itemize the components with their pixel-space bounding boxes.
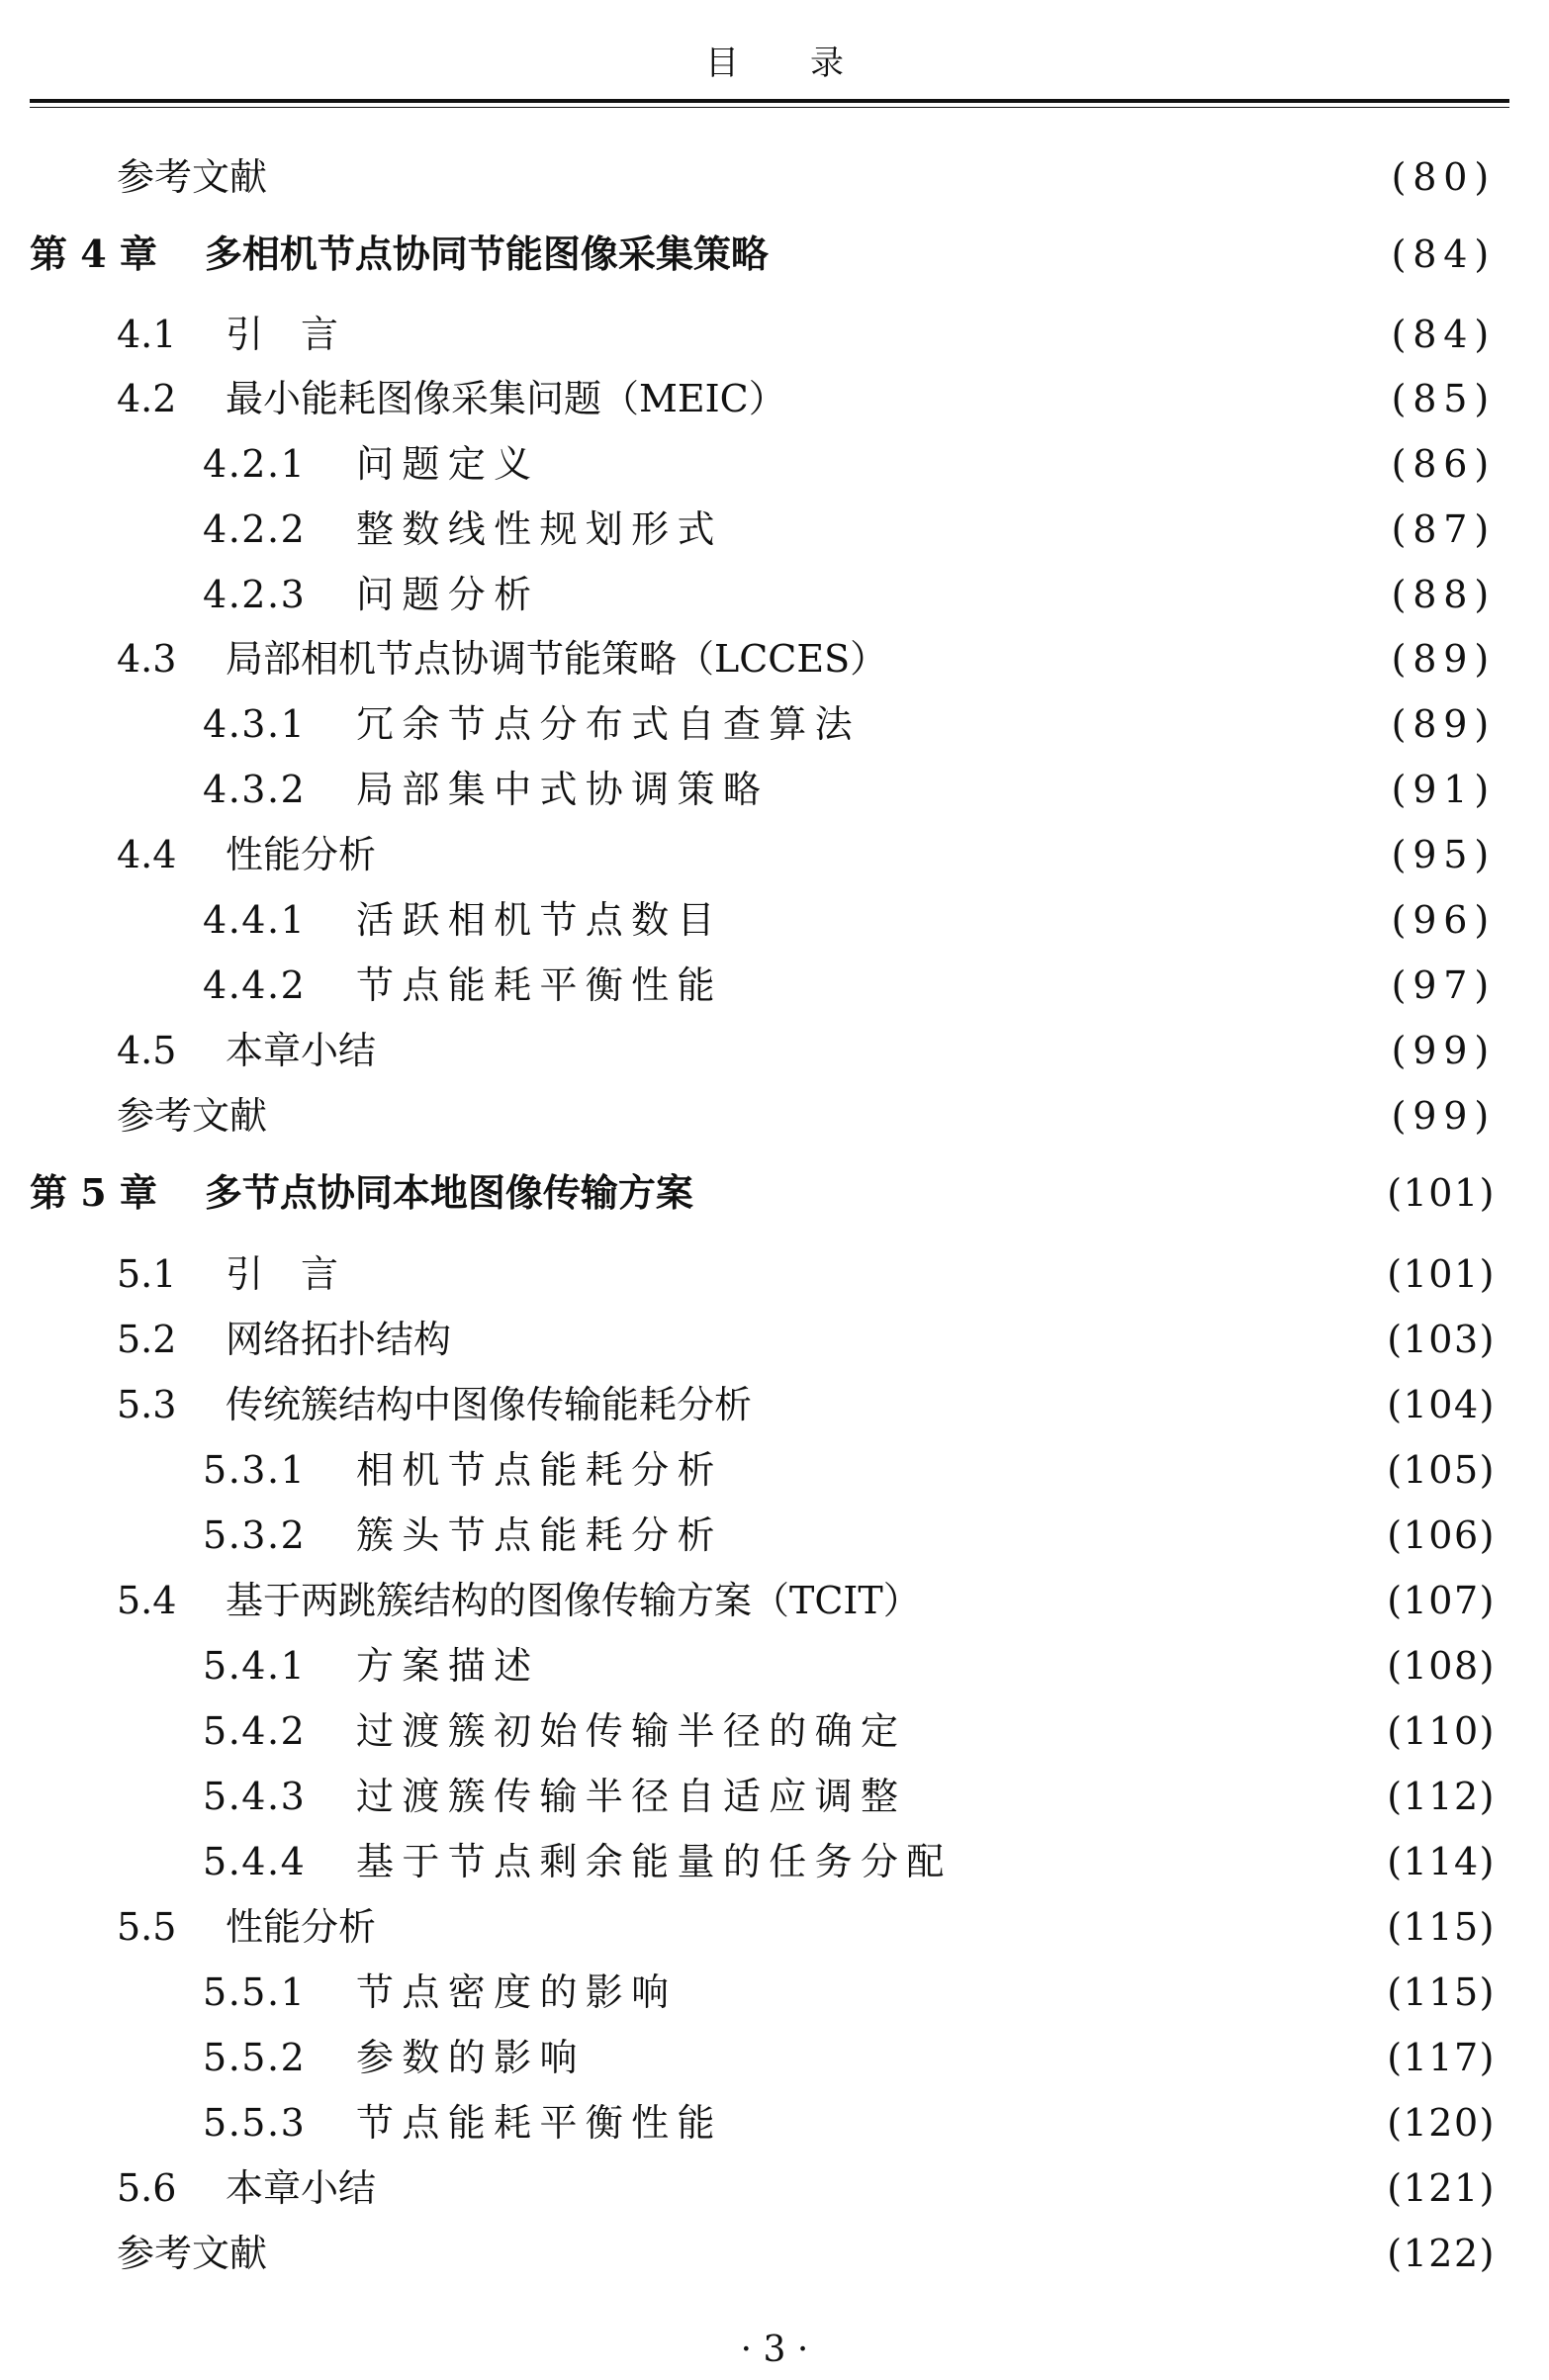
dot-leader [281, 1088, 1353, 1144]
toc-entry-title: 过渡簇传输半径自适应调整 [356, 1775, 907, 1818]
toc-entry-page: (101) [1387, 1252, 1496, 1296]
toc-entry-title: 节点能耗平衡性能 [356, 2101, 723, 2145]
toc-entry-title: 最小能耗图像采集问题（MEIC） [226, 377, 786, 420]
dot-leader [782, 227, 1353, 282]
toc-entry-page: (88) [1391, 573, 1496, 616]
toc-section-entry[interactable] [117, 1573, 1496, 1628]
toc-subsection-entry[interactable] [203, 436, 1496, 492]
toc-entry-page: (97) [1391, 963, 1496, 1007]
toc-entry-title: 基于节点剩余能量的任务分配 [356, 1840, 953, 1883]
dot-leader [782, 762, 1353, 817]
dot-leader [553, 436, 1353, 492]
toc-entry-title: 冗余节点分布式自查算法 [356, 702, 861, 746]
toc-entry-title: 参考文献 [117, 1094, 268, 1138]
toc-entry-number: 5.4 [117, 1579, 177, 1622]
dot-leader [737, 958, 1353, 1013]
toc-entry-title: 方案描述 [356, 1644, 540, 1688]
toc-entry-number: 5.6 [117, 2166, 177, 2210]
toc-entry-page: (115) [1387, 1905, 1496, 1949]
toc-subsection-entry[interactable] [203, 1703, 1496, 1759]
toc-section-entry[interactable] [117, 1899, 1496, 1955]
toc-entry-page: (86) [1391, 442, 1496, 486]
toc-entry-number: 5.3 [117, 1383, 177, 1426]
toc-entry-number: 5.4.3 [203, 1775, 307, 1818]
dot-leader [352, 307, 1353, 362]
toc-subsection-entry[interactable] [203, 567, 1496, 622]
toc-entry-number: 4.3.1 [203, 702, 307, 746]
toc-entry-page: (121) [1387, 2166, 1496, 2210]
toc-section-entry[interactable] [117, 307, 1496, 362]
toc-entry-page: (117) [1387, 2036, 1496, 2079]
toc-entry-number: 5.1 [117, 1252, 177, 1296]
toc-entry-number: 4.4 [117, 833, 177, 876]
dot-leader [737, 892, 1353, 948]
page-header [0, 0, 1549, 119]
toc-section-entry[interactable] [117, 371, 1496, 426]
toc-entry-page: (89) [1391, 702, 1496, 746]
dot-leader [553, 567, 1353, 622]
header-title: 目 录 [704, 44, 874, 83]
toc-entry-number: 5.4.2 [203, 1709, 307, 1753]
toc-entry-number: 5.3.2 [203, 1513, 307, 1557]
toc-subsection-entry[interactable] [203, 2030, 1496, 2085]
dot-leader [707, 1165, 1353, 1221]
dot-leader [691, 1965, 1353, 2020]
toc-entry-page: (122) [1387, 2232, 1496, 2275]
toc-entry-title: 局部集中式协调策略 [356, 768, 770, 811]
dot-leader [599, 2030, 1353, 2085]
toc-entry-number: 5.4.1 [203, 1644, 307, 1688]
dot-leader [766, 1377, 1353, 1432]
toc-entry-page: (80) [1391, 155, 1496, 199]
toc-subsection-entry[interactable] [203, 696, 1496, 752]
toc-entry-title: 簇头节点能耗分析 [356, 1513, 723, 1557]
toc-entry-title: 过渡簇初始传输半径的确定 [356, 1709, 907, 1753]
page-number: · 3 · [740, 2330, 809, 2370]
toc-entry-page: (112) [1387, 1775, 1496, 1818]
dot-leader [737, 2095, 1353, 2151]
toc-section-entry[interactable] [117, 1246, 1496, 1302]
toc-entry-title: 传统簇结构中图像传输能耗分析 [226, 1383, 753, 1426]
toc-entry-number: 4.2 [117, 377, 177, 420]
toc-entry-title: 本章小结 [226, 1029, 377, 1072]
toc-subsection-entry[interactable] [203, 762, 1496, 817]
toc-entry-number: 第 4 章 [30, 231, 157, 276]
dot-leader [281, 149, 1353, 205]
toc-entry-number: 5.5 [117, 1905, 177, 1949]
toc-entry-title: 活跃相机节点数目 [356, 898, 723, 942]
toc-entry-title: 节点能耗平衡性能 [356, 963, 723, 1007]
dot-leader [874, 696, 1353, 752]
toc-section-entry[interactable] [117, 631, 1496, 687]
dot-leader [390, 827, 1353, 882]
toc-section-entry[interactable] [117, 1088, 1496, 1144]
toc-entry-title: 局部相机节点协调节能策略（LCCES） [226, 637, 888, 681]
toc-subsection-entry[interactable] [203, 892, 1496, 948]
toc-entry-page: (89) [1391, 637, 1496, 681]
toc-entry-title: 节点密度的影响 [356, 1970, 678, 2014]
toc-entry-title: 参考文献 [117, 155, 268, 199]
dot-leader [966, 1834, 1353, 1889]
toc-entry-page: (115) [1387, 1970, 1496, 2014]
dot-leader [553, 1638, 1353, 1693]
toc-entry-title: 本章小结 [226, 2166, 377, 2210]
toc-entry-number: 4.3 [117, 637, 177, 681]
dot-leader [920, 1703, 1353, 1759]
dot-leader [281, 2226, 1353, 2281]
toc-entry-page: (105) [1387, 1448, 1496, 1492]
toc-entry-title: 性能分析 [226, 833, 377, 876]
toc-entry-page: (107) [1387, 1579, 1496, 1622]
toc-subsection-entry[interactable] [203, 958, 1496, 1013]
toc-section-entry[interactable] [117, 149, 1496, 205]
toc-entry-number: 4.2.3 [203, 573, 307, 616]
toc-entry-number: 4.4.1 [203, 898, 307, 942]
toc-entry-number: 5.2 [117, 1318, 177, 1361]
toc-entry-title: 问题定义 [356, 442, 540, 486]
dot-leader [465, 1312, 1353, 1367]
toc-entry-number: 4.5 [117, 1029, 177, 1072]
toc-entry-title: 基于两跳簇结构的图像传输方案（TCIT） [226, 1579, 921, 1622]
toc-section-entry[interactable] [117, 827, 1496, 882]
toc-section-entry[interactable] [117, 1377, 1496, 1432]
toc-entry-number: 5.4.4 [203, 1840, 307, 1883]
toc-entry-number: 4.2.2 [203, 507, 307, 551]
toc-entry-page: (96) [1391, 898, 1496, 942]
toc-entry-number: 4.1 [117, 313, 177, 356]
dot-leader [352, 1246, 1353, 1302]
toc-entry-page: (114) [1387, 1840, 1496, 1883]
toc-section-entry[interactable] [117, 1023, 1496, 1078]
dot-leader [737, 502, 1353, 557]
toc-entry-title: 引 言 [226, 1252, 339, 1296]
toc-section-entry[interactable] [117, 2226, 1496, 2281]
toc-section-entry[interactable] [117, 1312, 1496, 1367]
toc-entry-page: (84) [1391, 232, 1496, 276]
toc-entry-number: 5.3.1 [203, 1448, 307, 1492]
toc-entry-title: 多相机节点协同节能图像采集策略 [204, 231, 769, 276]
toc-entry-number: 第 5 章 [30, 1170, 157, 1215]
dot-leader [920, 1769, 1353, 1824]
dot-leader [737, 1442, 1353, 1498]
toc-entry-page: (110) [1387, 1709, 1496, 1753]
toc-entry-page: (101) [1387, 1171, 1496, 1215]
toc-subsection-entry[interactable] [203, 1965, 1496, 2020]
dot-leader [935, 1573, 1353, 1628]
toc-entry-number: 5.5.3 [203, 2101, 307, 2145]
toc-entry-title: 网络拓扑结构 [226, 1318, 452, 1361]
toc-entry-page: (87) [1391, 507, 1496, 551]
toc-entry-page: (85) [1391, 377, 1496, 420]
toc-subsection-entry[interactable] [203, 1508, 1496, 1563]
toc-entry-title: 问题分析 [356, 573, 540, 616]
dot-leader [737, 1508, 1353, 1563]
toc-entry-page: (120) [1387, 2101, 1496, 2145]
toc-entry-page: (108) [1387, 1644, 1496, 1688]
toc-entry-number: 4.2.1 [203, 442, 307, 486]
toc-entry-title: 引 言 [226, 313, 339, 356]
toc-entry-title: 参考文献 [117, 2232, 268, 2275]
toc-entry-page: (99) [1391, 1094, 1496, 1138]
dot-leader [390, 2160, 1353, 2216]
header-rule-thick [30, 99, 1509, 103]
toc-entry-title: 相机节点能耗分析 [356, 1448, 723, 1492]
toc-section-entry[interactable] [117, 2160, 1496, 2216]
toc-entry-number: 5.5.1 [203, 1970, 307, 2014]
header-rule-thin [30, 107, 1509, 108]
dot-leader [390, 1023, 1353, 1078]
toc-entry-number: 4.4.2 [203, 963, 307, 1007]
toc-entry-page: (99) [1391, 1029, 1496, 1072]
toc-entry-page: (91) [1391, 768, 1496, 811]
toc-entry-number: 5.5.2 [203, 2036, 307, 2079]
toc-entry-page: (106) [1387, 1513, 1496, 1557]
toc-subsection-entry[interactable] [203, 1769, 1496, 1824]
toc-entry-title: 多节点协同本地图像传输方案 [204, 1170, 693, 1215]
toc-subsection-entry[interactable] [203, 1834, 1496, 1889]
toc-entry-page: (104) [1387, 1383, 1496, 1426]
toc-subsection-entry[interactable] [203, 1638, 1496, 1693]
toc-subsection-entry[interactable] [203, 2095, 1496, 2151]
toc-chapter-entry[interactable] [30, 227, 1496, 282]
toc-entry-page: (95) [1391, 833, 1496, 876]
dot-leader [390, 1899, 1353, 1955]
dot-leader [901, 631, 1353, 687]
toc-chapter-entry[interactable] [30, 1165, 1496, 1221]
toc-subsection-entry[interactable] [203, 502, 1496, 557]
toc-subsection-entry[interactable] [203, 1442, 1496, 1498]
dot-leader [800, 371, 1353, 426]
toc-entry-title: 参数的影响 [356, 2036, 586, 2079]
toc-entry-title: 性能分析 [226, 1905, 377, 1949]
toc-entry-page: (103) [1387, 1318, 1496, 1361]
toc-entry-page: (84) [1391, 313, 1496, 356]
toc-entry-number: 4.3.2 [203, 768, 307, 811]
toc-entry-title: 整数线性规划形式 [356, 507, 723, 551]
